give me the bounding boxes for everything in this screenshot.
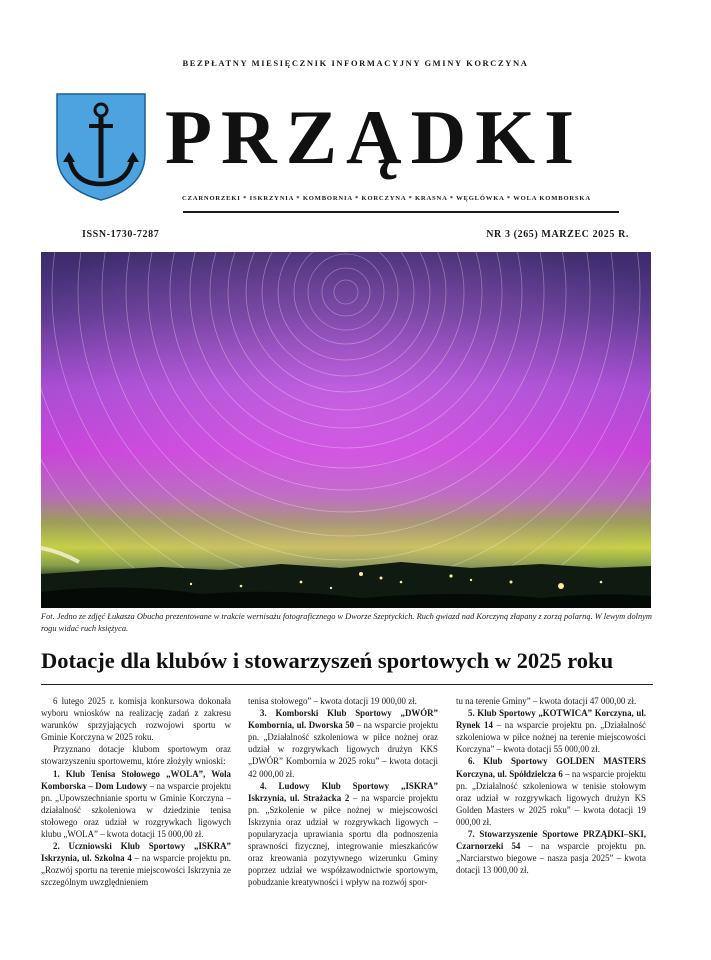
grant-detail: – na wsparcie projektu pn. „Szkolenie w piłce nożnej w miejscowości Iskrzynia oraz udział w rozgrywkach ligowych – popularyzacja uprawiania sportu dla podnoszenia sprawności fizycznej, integrowanie mieszkańców oraz kreowania pozytywnego wizerunku Gminy poprzez udział we współzawodnictwie sportowym, pobudzanie kreatywności i wpływ na rozwój spor- <box>248 792 439 888</box>
headline-rule <box>41 684 653 685</box>
list-item <box>41 768 231 841</box>
list-item <box>248 707 438 780</box>
paragraph: Przyznano dotacje klubom sportowym oraz stowarzyszeniu sportowemu, które złożyły wnioski: <box>41 744 231 767</box>
grant-detail: – na wsparcie projektu pn. „Upowszechnianie sportu w Gminie Korczyna – działalność szkoleniowa w dziedzinie tenisa stołowego oraz udział w rozgrywkach ligowych klubu „WOLA” – kwota dotacji 15 000,00 zł. <box>41 780 231 840</box>
grantee-name: 7. Stowarzyszenie Sportowe PRZĄDKI–SKI, Czarnorzeki 54 <box>456 829 646 852</box>
issn-label: ISSN-1730-7287 <box>82 229 160 240</box>
list-item <box>41 840 231 888</box>
grantee-name: 1. Klub Tenisa Stołowego „WOLA”, Wola Komborska – Dom Ludowy <box>41 768 231 791</box>
list-item <box>456 707 646 755</box>
paragraph: tu na terenie Gminy” – kwota dotacji 47 000,00 zł. <box>456 696 637 706</box>
issue-label: NR 3 (265) MARZEC 2025 R. <box>486 229 629 240</box>
grant-detail: – na wsparcie projektu pn. „Rozwój sportu na terenie miejscowości Iskrzynia ze szczególnym uwzględnieniem <box>41 853 231 888</box>
grant-detail: – na wsparcie projektu pn. „Narciarstwo biegowe – nasza pasja 2025” – kwota dotacji 13 000,00 zł. <box>456 841 646 876</box>
masthead-rule <box>183 211 619 213</box>
grant-detail: – na wsparcie projektu pn. „Działalność szkoleniowa w piłce nożnej oraz udział w rozgrywkach ligowych drużyn KKS „DWÓR” Kombornia w 2025 roku” – kwota dotacji 42 000,00 zł. <box>248 720 439 779</box>
localities-line: CZARNORZEKI * ISKRZYNIA * KOMBORNIA * KORCZYNA * KRASNA * WĘGLÓWKA * WOLA KOMBORSKA <box>182 195 591 202</box>
article-column-3 <box>456 695 646 876</box>
list-item <box>248 780 438 889</box>
grantee-name: 6. Klub Sportowy GOLDEN MASTERS Korczyna, ul. Spółdzielcza 6 <box>456 756 646 779</box>
list-item <box>456 755 646 828</box>
paragraph: 6 lutego 2025 r. komisja konkursowa dokonała wyboru wniosków na realizację zadań z zakresu warunków sprzyjających rozwojowi sportu w Gminie Korczyna w 2025 roku. <box>41 696 231 743</box>
cover-photo <box>41 252 651 608</box>
grantee-name: 5. Klub Sportowy „KOTWICA” Korczyna, ul. Rynek 14 <box>456 708 646 731</box>
grantee-name: 4. Ludowy Klub Sportowy „ISKRA” Iskrzynia, ul. Strażacka 2 <box>248 780 438 803</box>
article-headline: Dotacje dla klubów i stowarzyszeń sportowych w 2025 roku <box>41 648 614 673</box>
photo-caption: Fot. Jedno ze zdjęć Łukasza Obucha prezentowane w trakcie wernisażu fotograficznego w Dworze Szeptyckich. Ruch gwiazd nad Korczyną złapany z zorzą polarną. W lewym dolnym rogu widać ruch księżyca. <box>41 612 652 633</box>
article-column-1 <box>41 695 231 889</box>
newspaper-title: PRZĄDKI <box>165 94 584 180</box>
masthead-kicker: BEZPŁATNY MIESIĘCZNIK INFORMACYJNY GMINY KORCZYNA <box>182 58 529 68</box>
anchor-icon <box>55 92 147 202</box>
list-item <box>456 828 646 876</box>
grant-detail: – na wsparcie projektu pn. „Działalność szkoleniowa w tenisie stołowym oraz udział w rozgrywkach ligowych drużyn KS Golden Masters w 2025 roku” – kwota dotacji 19 000,00 zł. <box>456 768 646 827</box>
grantee-name: 2. Uczniowski Klub Sportowy „ISKRA” Iskrzynia, ul. Szkolna 4 <box>41 841 231 864</box>
article-column-2 <box>248 695 438 889</box>
grant-detail: – na wsparcie projektu pn. „Działalność szkoleniowa w piłce nożnej na terenie miejscowości Korczyna” – kwota dotacji 55 000,00 zł. <box>456 720 646 755</box>
grantee-name: 3. Komborski Klub Sportowy „DWÓR” Kombornia, ul. Dworska 50 <box>248 708 438 731</box>
paragraph: tenisa stołowego” – kwota dotacji 19 000,00 zł. <box>248 696 417 706</box>
